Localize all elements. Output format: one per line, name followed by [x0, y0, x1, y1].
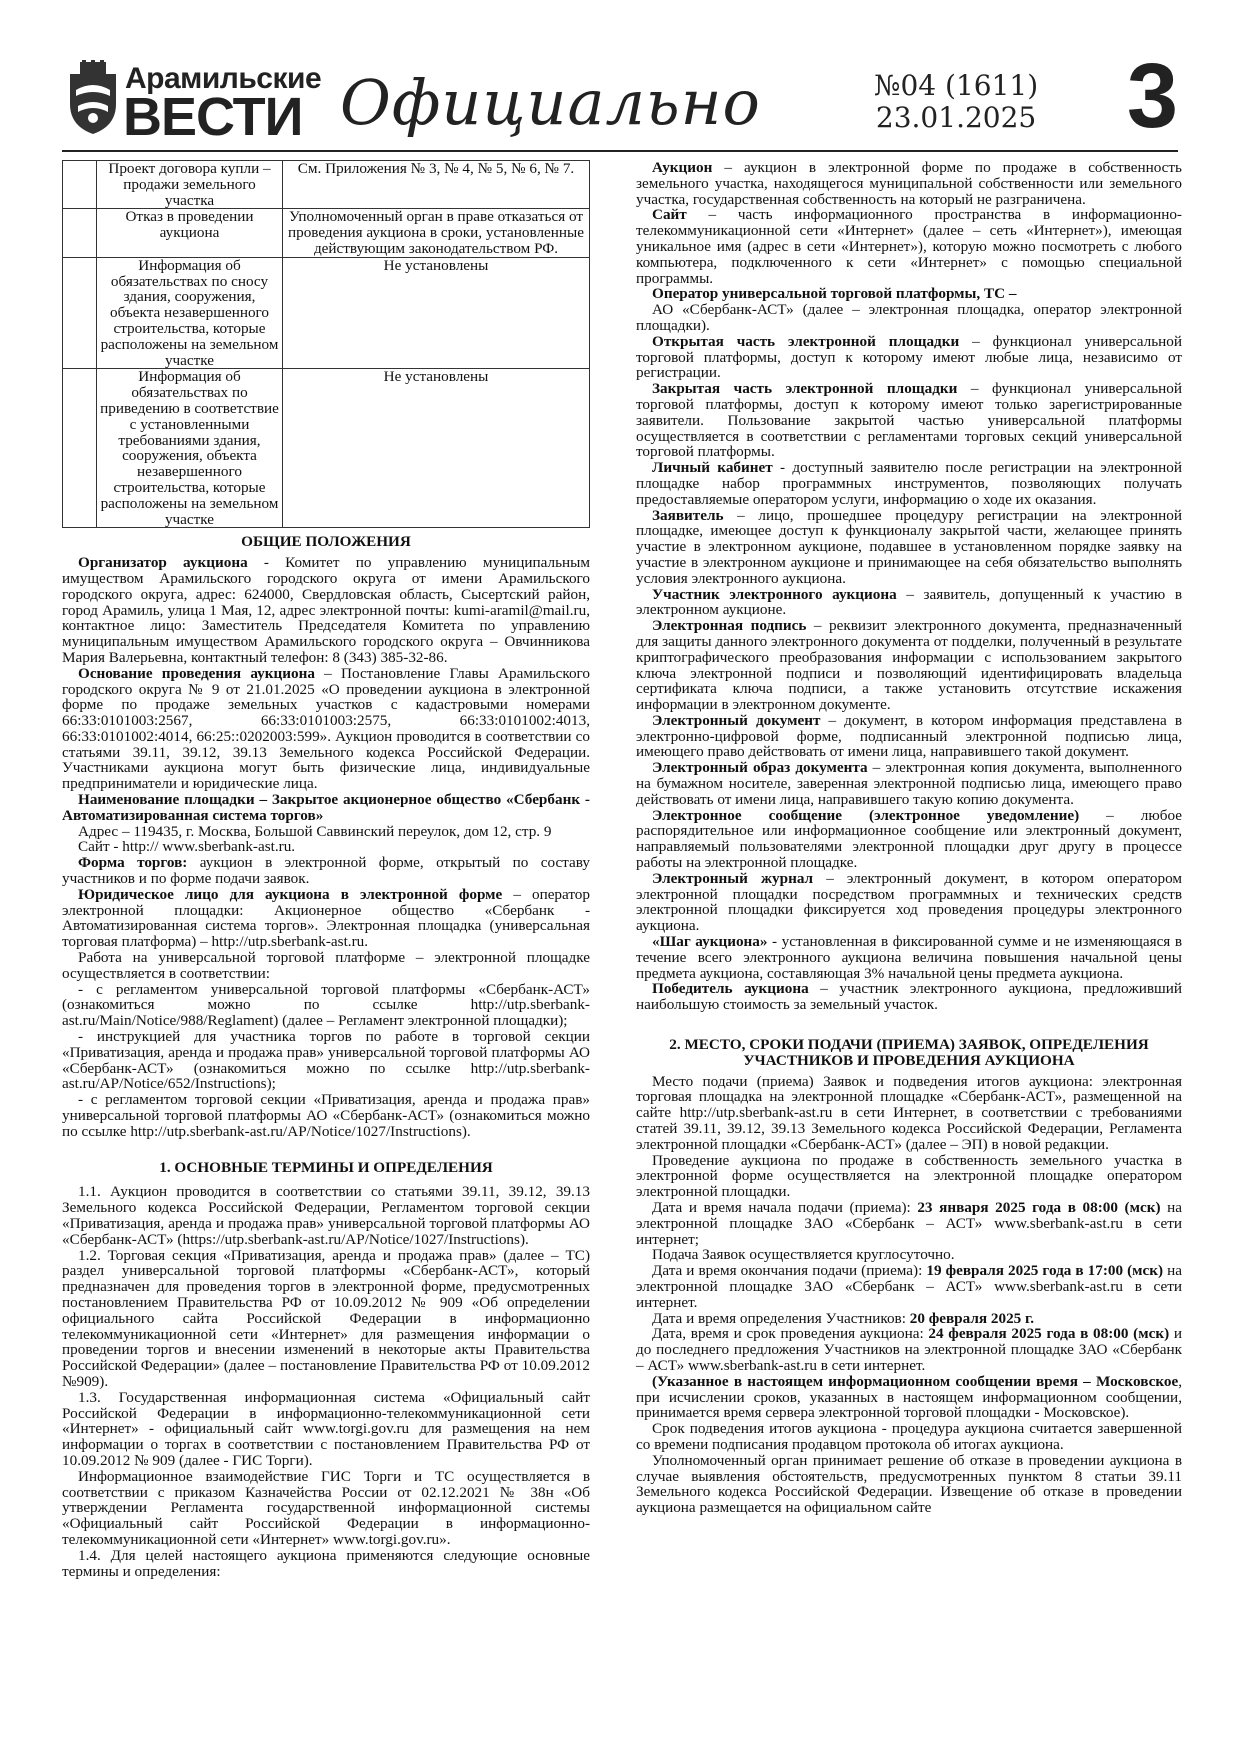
table-row: [63, 161, 590, 209]
definition-cabinet: Личный кабинет - доступный заявителю после регистрации на электронной площадке набор программных инструментов, позволяющих получать предоставляемые оператором услуги, информацию о ходе их оказания.: [636, 459, 1182, 508]
heading-general: ОБЩИЕ ПОЛОЖЕНИЯ: [241, 533, 411, 551]
paragraph-site: Сайт - http:// www.sberbank-ast.ru.: [78, 838, 296, 856]
paragraph-start-date: Дата и время начала подачи (приема): 23 января 2025 года в 08:00 (мск) на электронной площадке ЗАО «Сбербанк – АСТ» www.sberbank-ast.ru в сети интернет;: [636, 1199, 1182, 1248]
heading-section-2: 2. МЕСТО, СРОКИ ПОДАЧИ (ПРИЕМА) ЗАЯВОК, ОПРЕДЕЛЕНИЯ УЧАСТНИКОВ И ПРОВЕДЕНИЯ АУКЦИОНА: [669, 1036, 1149, 1069]
paragraph-refusal: Уполномоченный орган принимает решение об отказе в проведении аукциона в случае выявления обстоятельств, предусмотренных пунктом 8 статьи 39.11 Земельного кодекса Российской Федерации. Извещение об отказе в проведении аукциона размещается на официальном сайте: [636, 1451, 1182, 1517]
definition-applicant: Заявитель – лицо, прошедшее процедуру регистрации на электронной площадке, имеющее доступ к функционалу закрытой части, желающее принять участие в электронном аукционе, подавшее в установленном порядке заявку на участие в электронном аукционе и принимающее на себя обязательство выполнять условия электронного аукциона.: [636, 506, 1182, 587]
header-rule: [62, 150, 1178, 152]
paragraph-1-3: 1.3. Государственная информационная система «Официальный сайт Российской Федерации в информационно-телекоммуникационной сети «Интернет» - официальный сайт www.torgi.gov.ru для размещения на нем информации о торгах в соответствии с постановлением Правительства РФ от 10.09.2012 № 909 (далее - ГИС Торги).: [62, 1388, 590, 1469]
issue-date: 23.01.2025: [875, 101, 1037, 135]
heading-terms: 1. ОСНОВНЫЕ ТЕРМИНЫ И ОПРЕДЕЛЕНИЯ: [159, 1158, 493, 1176]
paragraph-round-clock: Подача Заявок осуществляется круглосуточно.: [652, 1246, 955, 1264]
paragraph-reglament-3: - с регламентом торговой секции «Приватизация, аренда и продажа прав» универсальной торговой платформы АО «Сбербанк-АСТ» (ознакомиться можно по ссылке http://utp.sberbank-ast.ru/AP/Notice/1027/Instructions).: [62, 1091, 590, 1140]
table-cell-label: Отказ в проведении аукциона: [97, 209, 283, 257]
table-row: [63, 369, 590, 528]
paragraph-work: Работа на универсальной торговой платформе – электронной площадке осуществляется в соответствии:: [62, 949, 590, 982]
definition-operator-text: АО «Сбербанк-АСТ» (далее – электронная площадка, оператор электронной площадки).: [636, 301, 1182, 334]
auction-info-table: [62, 160, 590, 528]
logo-wordmark-top: Арамильские: [125, 62, 322, 95]
paragraph-auction-date: Дата, время и срок проведения аукциона: 24 февраля 2025 года в 08:00 (мск) и до последнего предложения Участников на электронной площадке ЗАО «Сбербанк – АСТ» www.sberbank-ast.ru в сети интернет.: [636, 1325, 1182, 1374]
table-cell-value: Не установлены: [283, 257, 590, 369]
paragraph-legal-entity: Юридическое лицо для аукциона в электронной форме – оператор электронной площадки: Акционерное общество «Сбербанк - Автоматизированная система торгов». Электронная площадка (универсальная торговая платформа) – http://utp.sberbank-ast.ru.: [62, 885, 590, 951]
paragraph-organizer: Организатор аукциона - Комитет по управлению муниципальным имуществом Арамильского городского округа от имени Арамильского городского округа, адрес: 624000, Свердловская область, Сысертский район, город Арамиль, улица 1 Мая, 12, адрес электронной почты: kumi-aramil@mail.ru, контактное лицо: Заместитель Председателя Комитета по управлению муниципальным имуществом Арамильского городского округа – Овчинникова Мария Валерьевна, контактный телефон: 8 (343) 385-32-86.: [62, 554, 590, 666]
definition-e-journal: Электронный журнал – электронный документ, в котором оператором электронной площадки посредством программных и технических средств электронной площадки фиксируется ход проведения процедуры электронного аукциона.: [636, 869, 1182, 935]
paragraph-1-4: 1.4. Для целей настоящего аукциона применяются следующие основные термины и определения:: [62, 1546, 590, 1580]
table-cell-value: Уполномоченный орган в праве отказаться от проведения аукциона в сроки, установленные действующим законодательством РФ.: [283, 209, 590, 257]
table-row: [63, 257, 590, 369]
page-number: 3: [1126, 45, 1178, 147]
paragraph-conduct: Проведение аукциона по продаже в собственность земельного участка в электронной форме осуществляется на электронной площадке оператором электронной площадки.: [636, 1151, 1182, 1201]
definition-open-part: Открытая часть электронной площадки – функционал универсальной торговой платформы, доступ к которому имеют любые лица, независимо от регистрации.: [636, 332, 1182, 382]
definition-winner: Победитель аукциона – участник электронного аукциона, предложивший наибольшую стоимость за земельный участок.: [636, 980, 1183, 1014]
paragraph-place: Место подачи (приема) Заявок и подведения итогов аукциона: электронная торговая площадка на электронной площадке «Сбербанк-АСТ», размещенной на сайте http://utp.sberbank-ast.ru в сети Интернет, в соответствии с требованиями статей 39.11, 39.12, 39.13 Земельного кодекса Российской Федерации, Регламента электронной площадки «Сбербанк-АСТ» (далее – ЭП) в новой редакции.: [636, 1072, 1182, 1153]
paragraph-reglament-2: - инструкцией для участника торгов по работе в торговой секции «Приватизация, аренда и продажа прав» универсальной торговой платформы АО «Сбербанк-АСТ» (ознакомиться можно по ссылке http://utp.sberbank-ast.ru/AP/Notice/652/Instructions);: [62, 1028, 590, 1093]
logo-wordmark-main: ВЕСТИ: [123, 87, 303, 147]
paragraph-1-1: 1.1. Аукцион проводится в соответствии со статьями 39.11, 39.12, 39.13 Земельного кодекса Российской Федерации, Регламентом торговой секции «Приватизация, аренда и продажа прав» универсальной торговой платформы АО «Сбербанк-АСТ» (https://utp.sberbank-ast.ru/AP/Notice/1027/Instructions).: [62, 1183, 590, 1248]
definition-closed-part: Закрытая часть электронной площадки – функционал универсальной торговой платформы, доступ к которому имеют только зарегистрированные заявители. Пользование закрытой частью универсальной платформы осуществляется в соответствии с регламентами торговых секций универсальной торговой платформы.: [636, 380, 1182, 461]
definition-participant: Участник электронного аукциона – заявитель, допущенный к участию в электронном аукционе.: [636, 585, 1182, 619]
section-title: Официально: [340, 66, 761, 139]
paragraph-end-date: Дата и время окончания подачи (приема): 19 февраля 2025 года в 17:00 (мск) на электронной площадке ЗАО «Сбербанк – АСТ» www.sberbank-ast.ru в сети интернет.: [636, 1262, 1183, 1311]
table-cell-label: Информация об обязательствах по приведению в соответствие с установленными требованиями здания, сооружения, объекта незавершенного строительства, которые расположены на земельном участке: [97, 369, 283, 528]
definition-e-message: Электронное сообщение (электронное уведомление) – любое распорядительное или информационное сообщение или электронный документ, направляемый пользователями электронной площадки друг другу в процессе работы на электронной площадке.: [636, 806, 1182, 872]
paragraph-basis: Основание проведения аукциона – Постановление Главы Арамильского городского округа № 9 от 21.01.2025 «О проведении аукциона в электронной форме по продаже земельных участков с кадастровыми номерами 66:33:0101003:2567, 66:33:0101003:2575, 66:33:0101002:4013, 66:33:0101002:4014, 66:25::0202003:599». Аукцион проводится в соответствии со статьями 39.11, 39.12, 39.13 Земельного кодекса Российской Федерации. Участниками аукциона могут быть физические лица, индивидуальные предприниматели и юридические лица.: [62, 664, 590, 793]
masthead: [62, 45, 1178, 147]
definition-step: «Шаг аукциона» - установленная в фиксированной сумме и не изменяющаяся в течение всего электронного аукциона величина повышения начальной цены предмета аукциона, составляющая 3% начальной цены предмета аукциона.: [636, 933, 1182, 982]
definition-signature: Электронная подпись – реквизит электронного документа, предназначенный для защиты данного электронного документа от подделки, полученный в результате криптографического преобразования информации с использованием закрытого ключа электронной подписи и позволяющий идентифицировать владельца сертификата ключа подписи, а также установить отсутствие искажения информации в электронном документе.: [636, 617, 1183, 714]
table-row: [63, 209, 590, 257]
paragraph-form: Форма торгов: аукцион в электронной форме, открытый по составу участников и по форме подачи заявок.: [62, 854, 590, 888]
paragraph-platform: Наименование площадки – Закрытое акционерное общество «Сбербанк - Автоматизированная система торгов»: [62, 791, 590, 824]
issue-info: [874, 70, 1038, 134]
left-column: [62, 160, 590, 1579]
paragraph-moscow-time: (Указанное в настоящем информационном сообщении время – Московское, при исчислении сроков, указанных в настоящем информационном сообщении, принимается время сервера электронной торговой площадки - Московское).: [636, 1372, 1182, 1422]
definition-site: Сайт – часть информационного пространства в информационно-телекоммуникационной сети «Интернет» (далее – сеть «Интернет»), имеющая уникальное имя (адрес в сети «Интернет»), которую можно посмотреть с любого компьютера, подключенного к сети «Интернет» с помощью специальной программы.: [636, 206, 1182, 287]
table-cell-label: Информация об обязательствах по сносу здания, сооружения, объекта незавершенного строительства, которые расположены на земельном участке: [97, 257, 283, 369]
right-column: [636, 160, 1182, 1516]
paragraph-1-2: 1.2. Торговая секция «Приватизация, аренда и продажа прав» (далее – ТС) раздел универсальной торговой платформы «Сбербанк-АСТ», который предназначен для проведения торгов в электронной форме, предусмотренных постановлением Правительства РФ от 10.09.2012 № 909 «Об определении официального сайта Российской Федерации в информационно телекоммуникационной сети «Интернет» для размещения информации о проведении торгов и внесении изменений в некоторые акты Правительства Российской Федерации» (далее – постановление Правительства РФ от 10.09.2012 №909).: [62, 1246, 590, 1390]
coat-of-arms-icon: [62, 60, 124, 136]
paragraph-results: Срок подведения итогов аукциона - процедура аукциона считается завершенной со времени подписания продавцом протокола об итогах аукциона.: [636, 1420, 1182, 1453]
definition-operator: Оператор универсальной торговой платформы, ТС –: [652, 285, 1017, 303]
definition-auction: Аукцион – аукцион в электронной форме по продаже в собственность земельного участка, находящегося муниципальной собственности или земельного участка, государственная собственность на который не разграничена.: [636, 159, 1182, 208]
issue-number: №04 (1611): [874, 69, 1039, 102]
table-cell-value: Не установлены: [283, 369, 590, 528]
table-cell-label: Проект договора купли –продажи земельного участка: [97, 161, 283, 209]
paragraph-1-3-b: Информационное взаимодействие ГИС Торги и ТС осуществляется в соответствии с приказом Казначейства России от 02.12.2021 № 38н «Об утверждении Регламента государственной информационной системы «Официальный сайт Российской Федерации в информационно-телекоммуникационной сети «Интернет» www.torgi.gov.ru».: [62, 1467, 590, 1548]
definition-e-image: Электронный образ документа – электронная копия документа, выполненного на бумажном носителе, заверенная электронной подписью лица, имеющего право действовать от имени лица, направившего такую копию документа.: [636, 759, 1182, 808]
paragraph-reglament-1: - с регламентом универсальной торговой платформы «Сбербанк-АСТ» (ознакомиться можно по ссылке http://utp.sberbank-ast.ru/Main/Notice/988/Reglament) (далее – Регламент электронной площадки);: [62, 980, 590, 1030]
table-cell-value: См. Приложения № 3, № 4, № 5, № 6, № 7.: [283, 161, 590, 209]
paragraph-participants-date: Дата и время определения Участников: 20 февраля 2025 г.: [652, 1309, 1035, 1327]
definition-e-document: Электронный документ – документ, в котором информация представлена в электронно-цифровой форме, подписанный электронной подписью лица, имеющего право действовать от имени лица, направившего такой документ.: [636, 711, 1182, 761]
paragraph-address: Адрес – 119435, г. Москва, Большой Саввинский переулок, дом 12, стр. 9: [78, 822, 552, 840]
